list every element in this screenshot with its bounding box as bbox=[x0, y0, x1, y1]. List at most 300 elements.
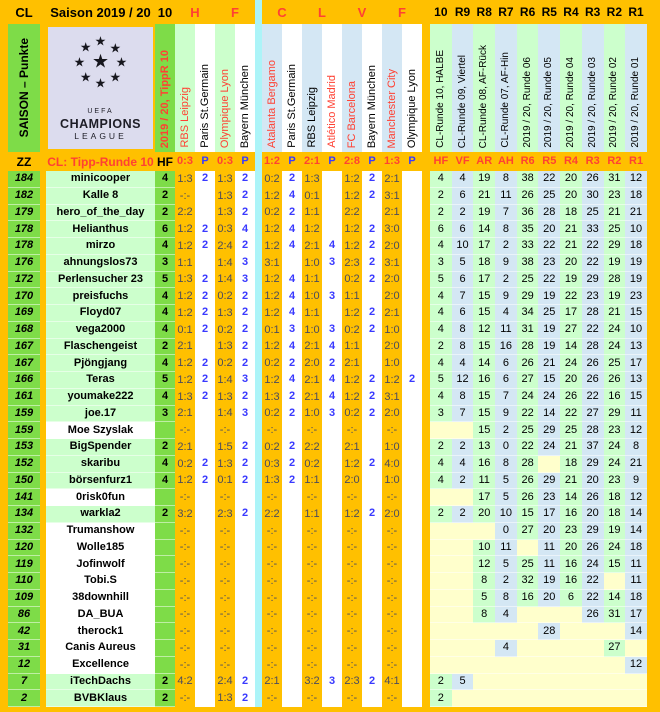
tip-cell: -:- bbox=[266, 591, 278, 604]
hf-points-cell bbox=[155, 590, 175, 607]
tip-cell: 2:1 bbox=[177, 407, 193, 420]
round-points-cell: 6 bbox=[495, 355, 517, 372]
spacer bbox=[422, 573, 430, 590]
tip-cell: 2:2 bbox=[177, 206, 193, 219]
tip-points-cell: 2 bbox=[362, 372, 382, 389]
tip-cell: 1:4 bbox=[217, 256, 233, 269]
group-separator bbox=[255, 623, 262, 640]
player-name: Jofinwolf bbox=[46, 556, 155, 573]
round-points-cell bbox=[473, 640, 495, 657]
group-separator bbox=[255, 657, 262, 674]
left-margin bbox=[0, 406, 8, 423]
rank-cell: 179 bbox=[8, 205, 40, 222]
tip-points-cell bbox=[402, 556, 422, 573]
rank-cell: 159 bbox=[8, 406, 40, 423]
spacer bbox=[422, 406, 430, 423]
rank-cell: 182 bbox=[8, 188, 40, 205]
round-points-cell: 16 bbox=[473, 372, 495, 389]
round-points-cell: 20 bbox=[473, 506, 495, 523]
tip-points-cell bbox=[402, 389, 422, 406]
round-points-cell: 21 bbox=[625, 205, 647, 222]
saison-points-col bbox=[8, 24, 40, 152]
round-points-cell: 16 bbox=[517, 590, 539, 607]
round-points-cell bbox=[538, 607, 560, 624]
tip-points-cell: 4 bbox=[322, 372, 342, 389]
round-points-cell: 19 bbox=[560, 272, 582, 289]
tip-points-cell bbox=[282, 607, 302, 624]
tip-points-cell: 3 bbox=[235, 272, 255, 289]
tip-cell: 1:2 bbox=[264, 239, 280, 252]
round-points-cell: 2 bbox=[452, 506, 474, 523]
hf-points-cell: 4 bbox=[155, 288, 175, 305]
left-margin bbox=[0, 674, 8, 691]
round-points-cell: 15 bbox=[473, 305, 495, 322]
summary-col-header-top: R9 bbox=[454, 5, 471, 19]
spacer bbox=[422, 540, 430, 557]
round-points-cell: 8 bbox=[495, 171, 517, 188]
round-points-cell bbox=[517, 623, 539, 640]
player-name: BigSpender bbox=[46, 439, 155, 456]
round-points-cell bbox=[473, 690, 495, 707]
round-points-cell: 15 bbox=[473, 406, 495, 423]
group-separator bbox=[255, 523, 262, 540]
player-row bbox=[0, 456, 660, 473]
hf-points-cell bbox=[155, 623, 175, 640]
round-points-cell: 21 bbox=[560, 221, 582, 238]
round-points-cell: 27 bbox=[517, 523, 539, 540]
round-points-cell: 22 bbox=[538, 238, 560, 255]
tip-cell: -:- bbox=[266, 424, 278, 437]
round-points-cell: 29 bbox=[538, 422, 560, 439]
round-points-cell bbox=[538, 640, 560, 657]
round-points-cell: 14 bbox=[625, 623, 647, 640]
tip-cell: 1:2 bbox=[177, 373, 193, 386]
tip-points-cell bbox=[402, 456, 422, 473]
tip-cell: 1:5 bbox=[217, 440, 233, 453]
hf-points-cell bbox=[155, 489, 175, 506]
round-points-cell: 4 bbox=[452, 456, 474, 473]
hf-points-cell: 4 bbox=[155, 389, 175, 406]
round-points-cell bbox=[538, 674, 560, 691]
group-separator bbox=[255, 389, 262, 406]
player-name: hero_of_the_day bbox=[46, 205, 155, 222]
tip-cell: -:- bbox=[346, 491, 358, 504]
round-points-cell: 25 bbox=[517, 272, 539, 289]
tip-cell: -:- bbox=[306, 491, 318, 504]
tip-points-cell bbox=[362, 523, 382, 540]
round-points-cell bbox=[560, 640, 582, 657]
round-points-cell: 20 bbox=[560, 372, 582, 389]
round-points-cell: 28 bbox=[582, 305, 604, 322]
tip-points-cell bbox=[362, 657, 382, 674]
player-name: Trumanshow bbox=[46, 523, 155, 540]
tip-cell: 1:2 bbox=[264, 290, 280, 303]
rotated-header-band bbox=[0, 24, 660, 152]
round-points-cell: 24 bbox=[604, 540, 626, 557]
tip-points-cell: 2 bbox=[235, 339, 255, 356]
tip-cell: 0:1 bbox=[304, 189, 320, 202]
tip-cell: 1:4 bbox=[217, 373, 233, 386]
player-row bbox=[0, 372, 660, 389]
tip-points-cell bbox=[322, 590, 342, 607]
tip-cell: 2:1 bbox=[344, 357, 360, 370]
tip-points-cell bbox=[402, 690, 422, 707]
round-points-cell: 6 bbox=[495, 372, 517, 389]
spacer bbox=[422, 489, 430, 506]
rank-cell: 167 bbox=[8, 339, 40, 356]
tip-cell: 0:2 bbox=[344, 407, 360, 420]
summary-col-header-top: R3 bbox=[584, 5, 601, 19]
tip-points-cell bbox=[322, 272, 342, 289]
hf-points-cell: 4 bbox=[155, 238, 175, 255]
round-points-cell: 11 bbox=[495, 322, 517, 339]
top-header-row bbox=[0, 0, 660, 24]
tip-points-cell bbox=[235, 523, 255, 540]
round-points-cell: 8 bbox=[495, 456, 517, 473]
tip-points-cell bbox=[195, 590, 215, 607]
tip-points-cell: 2 bbox=[235, 171, 255, 188]
round-points-cell: 16 bbox=[495, 339, 517, 356]
tip-cell: 1:3 bbox=[177, 390, 193, 403]
tip-cell: 0:2 bbox=[217, 357, 233, 370]
tip-points-cell bbox=[322, 221, 342, 238]
round-points-cell: 8 bbox=[452, 339, 474, 356]
tip-cell: 2:2 bbox=[344, 206, 360, 219]
tip-points-cell bbox=[195, 523, 215, 540]
player-row bbox=[0, 690, 660, 707]
round-points-cell: 16 bbox=[604, 389, 626, 406]
round-points-cell bbox=[604, 657, 626, 674]
round-points-cell: 21 bbox=[473, 188, 495, 205]
round-points-cell: 19 bbox=[538, 288, 560, 305]
group-separator bbox=[255, 24, 262, 152]
star-glyph: ★ bbox=[73, 54, 86, 70]
round-points-cell: 5 bbox=[495, 556, 517, 573]
player-name: Wolle185 bbox=[46, 540, 155, 557]
rank-cell: 176 bbox=[8, 255, 40, 272]
tip-points-cell bbox=[362, 473, 382, 490]
match-letter: V bbox=[357, 4, 367, 20]
round-points-cell: 25 bbox=[538, 305, 560, 322]
uefa-cl-logo bbox=[48, 27, 153, 149]
hf-points-cell: 5 bbox=[155, 372, 175, 389]
round-points-cell: 19 bbox=[473, 171, 495, 188]
tip-cell: 3:2 bbox=[177, 507, 193, 520]
tip-cell: -:- bbox=[219, 541, 231, 554]
round-points-cell: 8 bbox=[625, 439, 647, 456]
tip-cell: -:- bbox=[266, 541, 278, 554]
cl-label: CL bbox=[15, 4, 33, 20]
player-name: Excellence bbox=[46, 657, 155, 674]
player-row bbox=[0, 590, 660, 607]
player-row bbox=[0, 188, 660, 205]
round-points-cell bbox=[560, 690, 582, 707]
round-points-cell: 27 bbox=[560, 322, 582, 339]
tip-cell: 1:2 bbox=[264, 373, 280, 386]
tip-points-cell: 2 bbox=[195, 171, 215, 188]
round-points-cell: 6 bbox=[430, 221, 452, 238]
round-points-cell: 8 bbox=[495, 590, 517, 607]
round-points-cell: 2 bbox=[495, 238, 517, 255]
player-row bbox=[0, 389, 660, 406]
tip-points-cell: 3 bbox=[322, 255, 342, 272]
tip-cell: 2:3 bbox=[217, 507, 233, 520]
tip-cell: 1:3 bbox=[217, 390, 233, 403]
round-points-cell: 26 bbox=[517, 355, 539, 372]
left-margin bbox=[0, 339, 8, 356]
spacer bbox=[422, 238, 430, 255]
tip-cell: 1:2 bbox=[384, 373, 400, 386]
round-points-cell: 6 bbox=[452, 305, 474, 322]
round-points-cell: 26 bbox=[582, 607, 604, 624]
hf-points-cell bbox=[155, 556, 175, 573]
rank-cell: 169 bbox=[8, 305, 40, 322]
group-separator bbox=[255, 221, 262, 238]
tip-cell: 2:1 bbox=[177, 440, 193, 453]
hf-header: HF bbox=[157, 154, 173, 169]
player-name: joe.17 bbox=[46, 406, 155, 423]
left-margin bbox=[0, 590, 8, 607]
tip-cell: 1:3 bbox=[217, 340, 233, 353]
round-points-cell bbox=[517, 690, 539, 707]
tip-points-cell bbox=[362, 556, 382, 573]
round-points-cell: 26 bbox=[582, 489, 604, 506]
tip-points-cell: 2 bbox=[195, 221, 215, 238]
round-col bbox=[495, 24, 517, 152]
group-separator bbox=[255, 406, 262, 423]
left-margin bbox=[0, 456, 8, 473]
tip-cell: -:- bbox=[219, 491, 231, 504]
tip-points-cell: 2 bbox=[195, 238, 215, 255]
tip-points-cell: 2 bbox=[195, 288, 215, 305]
round-points-cell: 21 bbox=[560, 238, 582, 255]
group-separator bbox=[255, 322, 262, 339]
tip-cell: 0:2 bbox=[264, 172, 280, 185]
round-points-cell: 12 bbox=[452, 372, 474, 389]
round-points-cell: 33 bbox=[517, 238, 539, 255]
player-row bbox=[0, 406, 660, 423]
round-points-cell: 19 bbox=[604, 288, 626, 305]
player-name: therock1 bbox=[46, 623, 155, 640]
tip-cell: -:- bbox=[306, 558, 318, 571]
round-points-cell: 24 bbox=[560, 355, 582, 372]
tip-points-cell bbox=[402, 439, 422, 456]
tip-cell: 1:3 bbox=[304, 172, 320, 185]
tip-cell: 1:2 bbox=[344, 373, 360, 386]
tip-points-cell bbox=[195, 422, 215, 439]
column-header-row bbox=[0, 152, 660, 171]
tip-points-cell bbox=[322, 205, 342, 222]
round-points-cell: 20 bbox=[560, 255, 582, 272]
round-points-cell bbox=[452, 422, 474, 439]
round-col-label: 2019 / 20, Runde 03 bbox=[586, 57, 598, 148]
round-points-cell: 11 bbox=[625, 406, 647, 423]
tip-cell: 1:2 bbox=[344, 457, 360, 470]
round-points-cell: 6 bbox=[452, 272, 474, 289]
round-points-cell: 23 bbox=[604, 188, 626, 205]
rank-cell: 153 bbox=[8, 439, 40, 456]
spacer bbox=[422, 322, 430, 339]
round-points-cell: 11 bbox=[473, 473, 495, 490]
tip-points-cell bbox=[322, 439, 342, 456]
tip-points-cell bbox=[322, 506, 342, 523]
round-points-cell: 22 bbox=[517, 439, 539, 456]
tip-cell: 2:0 bbox=[304, 357, 320, 370]
left-margin bbox=[0, 523, 8, 540]
left-margin bbox=[0, 422, 8, 439]
player-row bbox=[0, 255, 660, 272]
summary-col-header-top: R4 bbox=[563, 5, 579, 19]
tip-points-cell bbox=[402, 171, 422, 188]
tip-points-cell: 2 bbox=[282, 355, 302, 372]
rank-cell: 42 bbox=[8, 623, 40, 640]
round-points-cell: 29 bbox=[582, 456, 604, 473]
summary-col-header-top: R8 bbox=[476, 5, 492, 19]
round-points-cell: 0 bbox=[495, 523, 517, 540]
team-col-label: Paris St.Germain bbox=[285, 64, 298, 148]
team-col bbox=[322, 24, 342, 152]
tip-points-cell bbox=[322, 456, 342, 473]
left-margin bbox=[0, 355, 8, 372]
round-points-cell: 18 bbox=[604, 489, 626, 506]
tip-points-cell bbox=[402, 590, 422, 607]
tip-cell: 1:2 bbox=[177, 357, 193, 370]
hf-points-cell: 6 bbox=[155, 221, 175, 238]
round-points-cell: 8 bbox=[452, 389, 474, 406]
tip-points-cell bbox=[195, 573, 215, 590]
tip-cell: 0:1 bbox=[177, 323, 193, 336]
tip-cell: -:- bbox=[219, 574, 231, 587]
spacer bbox=[422, 152, 430, 171]
team-col bbox=[282, 24, 302, 152]
left-margin bbox=[0, 372, 8, 389]
round-points-cell: 26 bbox=[560, 389, 582, 406]
tip-points-cell: 2 bbox=[282, 406, 302, 423]
tip-cell: 1:2 bbox=[344, 189, 360, 202]
round-points-cell: 16 bbox=[560, 506, 582, 523]
round-points-cell: 10 bbox=[452, 238, 474, 255]
tip-cell: -:- bbox=[219, 625, 231, 638]
tip-cell: -:- bbox=[386, 424, 398, 437]
tip-points-cell bbox=[402, 657, 422, 674]
hf-points-cell: 4 bbox=[155, 456, 175, 473]
round-points-cell: 5 bbox=[495, 489, 517, 506]
logo-uefa-text: UEFA bbox=[87, 108, 114, 115]
tip-points-cell bbox=[322, 473, 342, 490]
round-points-cell bbox=[517, 607, 539, 624]
group-separator bbox=[255, 540, 262, 557]
tip-cell: -:- bbox=[306, 641, 318, 654]
tip-points-cell bbox=[402, 422, 422, 439]
tip-points-cell bbox=[362, 690, 382, 707]
round-points-cell: 23 bbox=[604, 422, 626, 439]
points-header: P bbox=[328, 155, 336, 167]
round-points-cell: 21 bbox=[604, 205, 626, 222]
round-points-cell bbox=[495, 690, 517, 707]
round-points-cell: 25 bbox=[517, 422, 539, 439]
rank-cell: 168 bbox=[8, 322, 40, 339]
summary-col-header: VF bbox=[455, 155, 470, 167]
round-points-cell bbox=[430, 422, 452, 439]
tip-cell: 1:0 bbox=[304, 323, 320, 336]
left-margin bbox=[0, 607, 8, 624]
round-points-cell: 2 bbox=[452, 205, 474, 222]
round-points-cell: 31 bbox=[604, 607, 626, 624]
tip-cell: -:- bbox=[219, 658, 231, 671]
tip-cell: -:- bbox=[386, 558, 398, 571]
player-row bbox=[0, 339, 660, 356]
round-points-cell: 2 bbox=[430, 506, 452, 523]
tip-cell: -:- bbox=[219, 424, 231, 437]
round-points-cell: 12 bbox=[625, 489, 647, 506]
round-points-cell: 24 bbox=[604, 322, 626, 339]
spacer bbox=[422, 305, 430, 322]
round-points-cell: 14 bbox=[473, 355, 495, 372]
round-points-cell: 26 bbox=[517, 188, 539, 205]
tip-points-cell bbox=[235, 640, 255, 657]
tip-cell: 3:1 bbox=[384, 390, 400, 403]
tip-points-cell: 2 bbox=[362, 305, 382, 322]
tip-cell: -:- bbox=[266, 524, 278, 537]
round-points-cell bbox=[582, 640, 604, 657]
star-glyph: ★ bbox=[79, 39, 92, 55]
round-points-cell: 2 bbox=[495, 422, 517, 439]
round-col bbox=[473, 24, 495, 152]
tip-points-cell: 2 bbox=[235, 188, 255, 205]
round-points-cell: 22 bbox=[582, 238, 604, 255]
tip-cell: 1:1 bbox=[304, 206, 320, 219]
tip-points-cell bbox=[322, 556, 342, 573]
round-points-cell: 10 bbox=[625, 322, 647, 339]
tip-cell: -:- bbox=[179, 558, 191, 571]
tip-points-cell bbox=[362, 339, 382, 356]
tip-cell: -:- bbox=[346, 524, 358, 537]
round-points-cell: 5 bbox=[430, 272, 452, 289]
hf-points-cell: 4 bbox=[155, 322, 175, 339]
tip-points-cell: 2 bbox=[195, 473, 215, 490]
player-name: Tobi.S bbox=[46, 573, 155, 590]
round-points-cell: 4 bbox=[430, 355, 452, 372]
round-points-cell bbox=[582, 623, 604, 640]
group-separator bbox=[255, 422, 262, 439]
round-col-label: CL-Runde 07, AF-Hin bbox=[499, 52, 511, 148]
tip-points-cell bbox=[362, 422, 382, 439]
tip-points-cell: 3 bbox=[282, 322, 302, 339]
player-name: iTechDachs bbox=[46, 674, 155, 691]
player-row bbox=[0, 221, 660, 238]
group-separator bbox=[255, 305, 262, 322]
tip-cell: 1:3 bbox=[217, 306, 233, 319]
team-col-label: Olympique Lyon bbox=[218, 68, 231, 148]
rank-cell: 152 bbox=[8, 456, 40, 473]
round-points-cell: 18 bbox=[625, 590, 647, 607]
group-separator bbox=[255, 152, 262, 171]
rank-cell: 119 bbox=[8, 556, 40, 573]
round-points-cell: 2 bbox=[495, 272, 517, 289]
round-points-cell: 0 bbox=[495, 439, 517, 456]
round-points-cell: 2 bbox=[430, 205, 452, 222]
tip-points-cell bbox=[235, 556, 255, 573]
tip-cell: 3:1 bbox=[264, 256, 280, 269]
tip-points-cell: 4 bbox=[282, 372, 302, 389]
round-points-cell: 21 bbox=[560, 439, 582, 456]
tip-cell: -:- bbox=[306, 591, 318, 604]
player-name: preisfuchs bbox=[46, 288, 155, 305]
tip-points-cell bbox=[282, 623, 302, 640]
round-points-cell: 4 bbox=[430, 456, 452, 473]
tip-points-cell bbox=[282, 590, 302, 607]
tip-points-cell bbox=[322, 422, 342, 439]
